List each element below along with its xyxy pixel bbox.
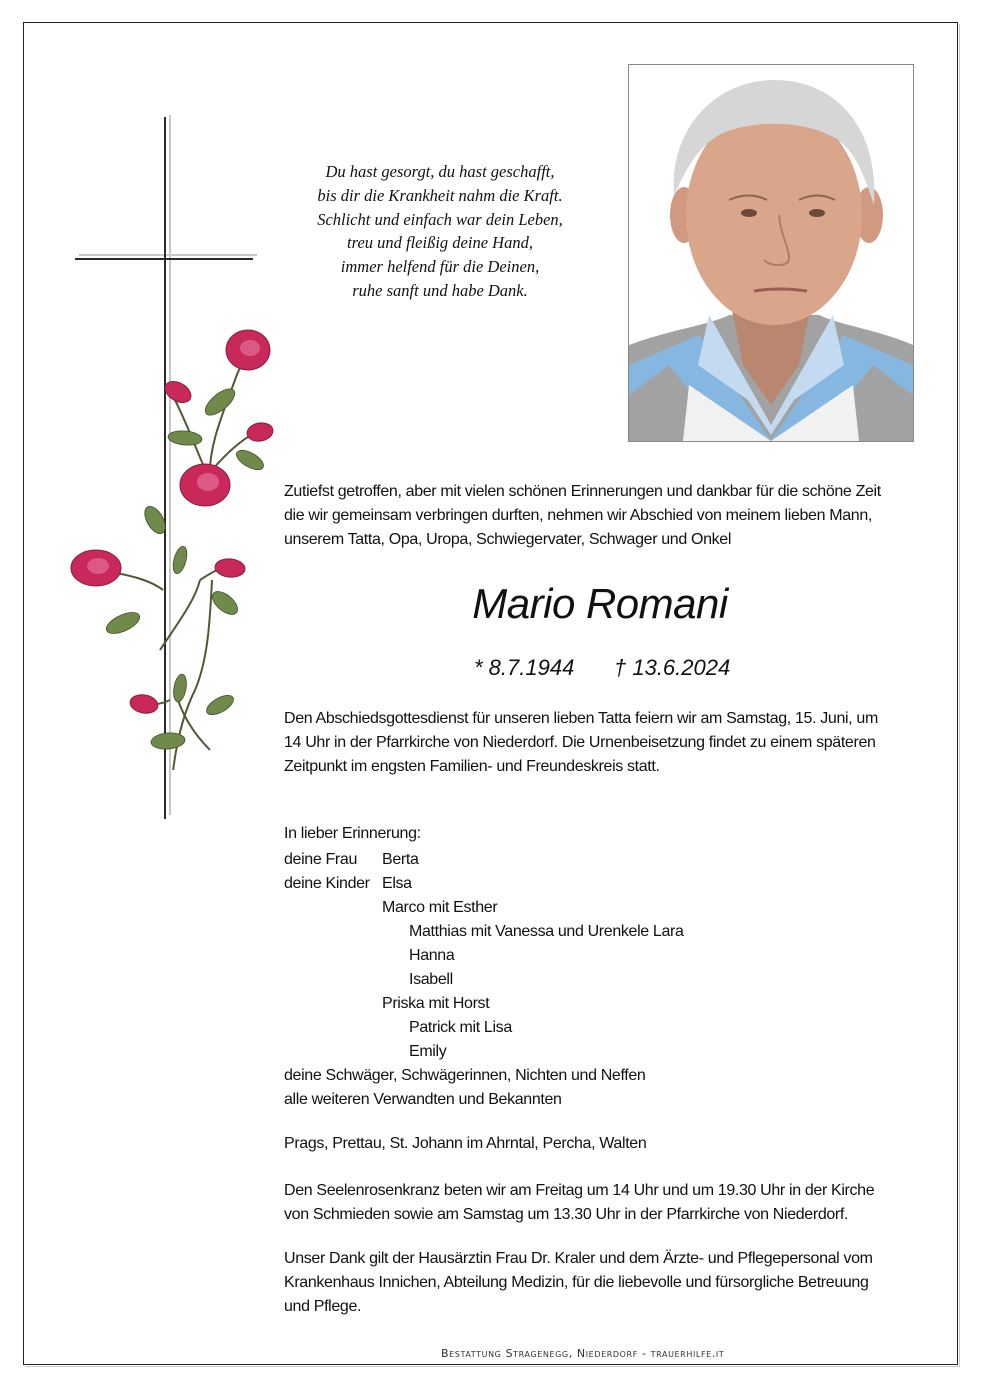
poem-line: immer helfend für die Deinen, [340,257,540,277]
rosary-line: von Schmieden sowie am Samstag um 13.30 Uhr in der Pfarrkirche von Niederdorf. [284,1206,849,1223]
rosary-text [284,1179,924,1227]
mourner-row [284,944,924,968]
grandchild-name: Isabell [409,971,453,988]
poem-line: Du hast gesorgt, du hast geschafft, [325,162,555,181]
relation-label: alle weiteren Verwandten und Bekannten [284,1091,562,1108]
mourner-row [284,1040,924,1064]
relation-label: deine Schwäger, Schwägerinnen, Nichten und Neffen [284,1067,646,1084]
mourner-row [284,896,924,920]
mourner-name: Elsa [382,875,412,892]
poem-line: treu und fleißig deine Hand, [347,233,533,253]
memorial-poem [280,160,600,303]
death-date: † 13.6.2024 [614,655,731,680]
mourner-row [284,1088,924,1112]
mourner-row [284,968,924,992]
mourner-row [284,872,924,896]
service-line: Zeitpunkt im engsten Familien- und Freundeskreis statt. [284,758,660,775]
portrait-image-icon [629,65,913,441]
mourner-name: Berta [382,851,419,868]
service-line: Den Abschiedsgottesdienst für unseren lieben Tatta feiern wir am Samstag, 15. Juni, um [284,710,878,727]
poem-line: Schlicht und einfach war dein Leben, [317,209,563,229]
deceased-name: Mario Romani [472,580,728,627]
grandchild-name: Hanna [409,947,455,964]
mourner-name: Priska mit Horst [382,995,490,1012]
roses-decoration-icon [60,320,280,770]
mourner-row [284,1016,924,1040]
funeral-home-footer: Bestattung Stragenegg, Niederdorf - trauerhilfe.it [441,1347,725,1360]
thanks-text [284,1247,924,1319]
relation-label: deine Kinder [284,875,370,892]
grandchild-name: Patrick mit Lisa [409,1019,512,1036]
mourners-list [284,822,924,1112]
mourners-heading: In lieber Erinnerung: [284,825,421,842]
cross-horizontal-shadow [79,254,257,256]
mourner-row [284,848,924,872]
mourner-row [284,992,924,1016]
intro-line: unserem Tatta, Opa, Uropa, Schwiegervater, Schwager und Onkel [284,531,732,548]
intro-line: Zutiefst getroffen, aber mit vielen schönen Erinnerungen und dankbar für die schöne Zeit [284,483,881,500]
intro-line: die wir gemeinsam verbringen durften, nehmen wir Abschied von meinem lieben Mann, [284,507,872,524]
birth-date: * 8.7.1944 [474,655,575,680]
poem-line: bis dir die Krankheit nahm die Kraft. [317,185,563,205]
cross-horizontal-bar [75,258,253,260]
funeral-service-text [284,707,924,779]
thanks-line: Krankenhaus Innichen, Abteilung Medizin, für die liebevolle und fürsorgliche Betreuung [284,1274,869,1291]
poem-line: ruhe sanft und habe Dank. [352,280,528,300]
rosary-line: Den Seelenrosenkranz beten wir am Freitag um 14 Uhr und um 19.30 Uhr in der Kirche [284,1182,875,1199]
mourner-row [284,1064,924,1088]
mourner-name: Marco mit Esther [382,899,498,916]
places-line: Prags, Prettau, St. Johann im Ahrntal, Percha, Walten [284,1135,647,1152]
intro-text [284,480,924,552]
relation-label: deine Frau [284,851,357,868]
portrait-photo [628,64,914,442]
mourner-row [284,920,924,944]
grandchild-name: Emily [409,1043,447,1060]
thanks-line: Unser Dank gilt der Hausärztin Frau Dr. Kraler und dem Ärzte- und Pflegepersonal vom [284,1250,873,1267]
grandchild-name: Matthias mit Vanessa und Urenkele Lara [409,923,684,940]
service-line: 14 Uhr in der Pfarrkirche von Niederdorf. Die Urnenbeisetzung findet zu einem späteren [284,734,876,751]
thanks-line: und Pflege. [284,1298,362,1315]
